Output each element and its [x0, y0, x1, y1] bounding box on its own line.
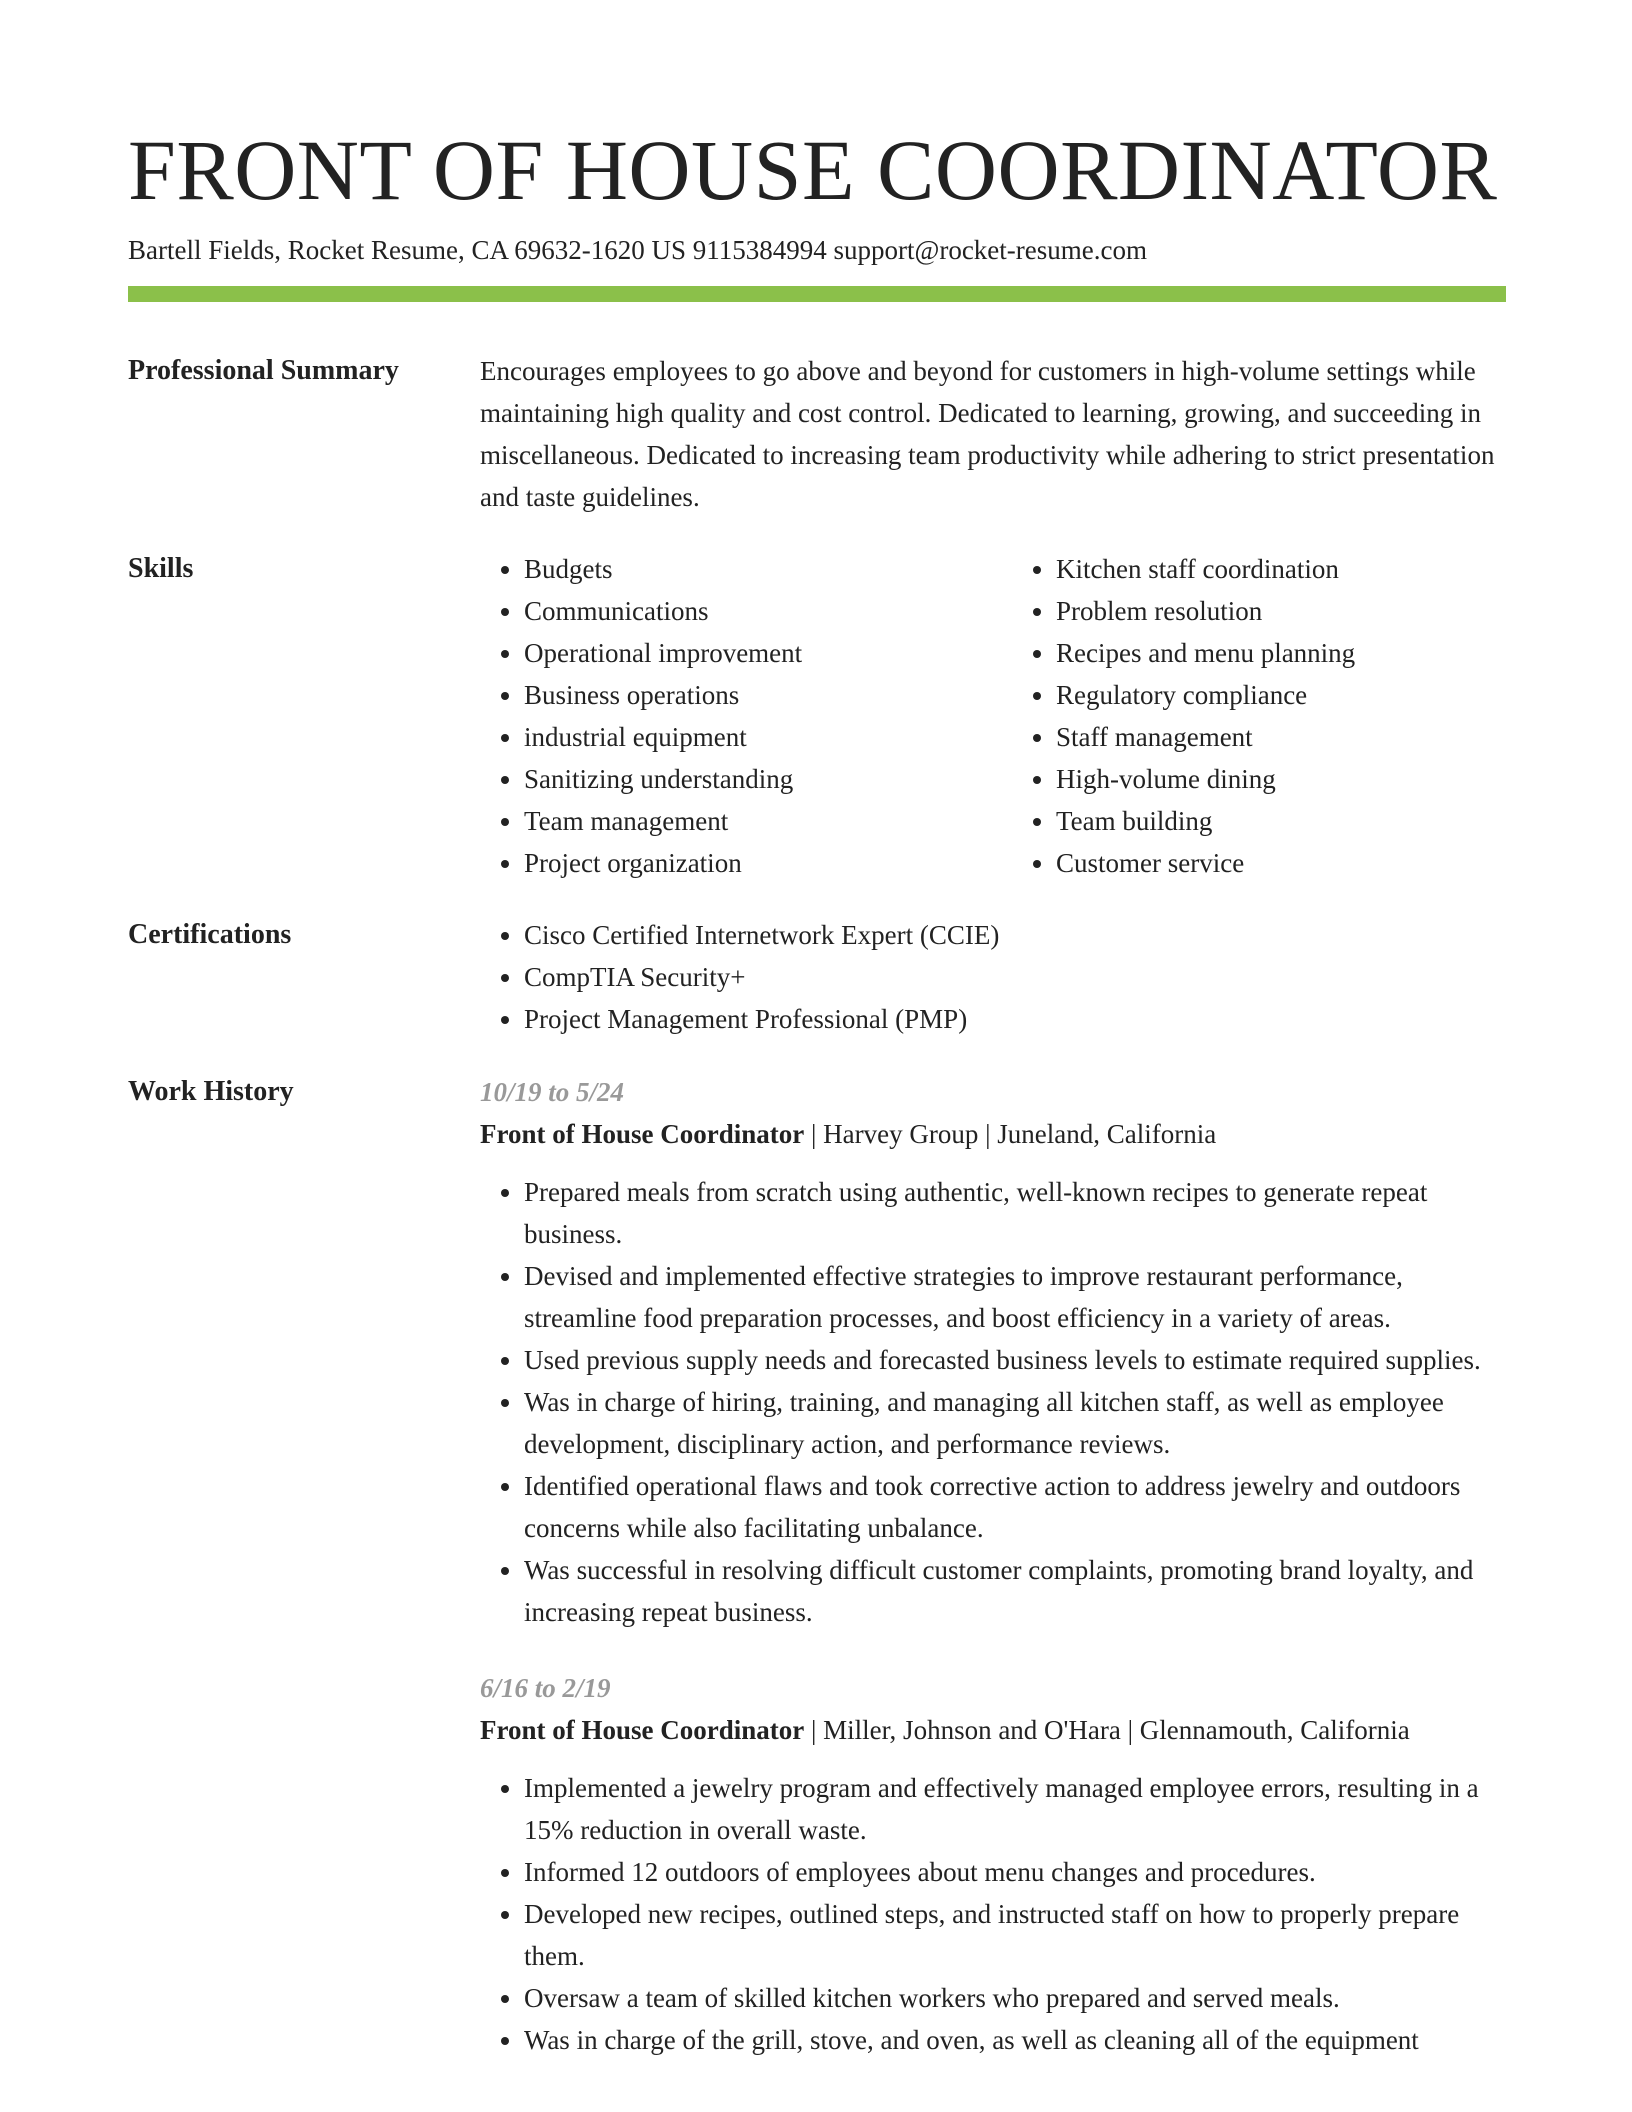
work-history-title: Work History [128, 1076, 294, 1107]
skill-item: • industrial equipment [524, 716, 968, 758]
skills-title: Skills [128, 553, 194, 584]
certification-item: • CompTIA Security+ [524, 956, 1500, 998]
job-bullet: • Developed new recipes, outlined steps, and instructed staff on how to properly prepare them. [524, 1893, 1500, 1977]
job-bullet: • Used previous supply needs and forecasted business levels to estimate required supplies. [524, 1339, 1500, 1381]
job-entry [480, 1071, 1500, 1633]
skills-list-left [480, 548, 968, 884]
job-dates: 6/16 to 2/19 [480, 1673, 611, 1703]
job-bullet: • Was in charge of hiring, training, and managing all kitchen staff, as well as employee development, disciplinary action, and performance reviews. [524, 1381, 1500, 1465]
job-details: | Harvey Group | Juneland, California [804, 1119, 1217, 1149]
skill-item: • Communications [524, 590, 968, 632]
job-bullet: • Was in charge of the grill, stove, and oven, as well as cleaning all of the equipment [524, 2019, 1500, 2061]
job-bullet: • Devised and implemented effective strategies to improve restaurant performance, streamline food preparation processes, and boost efficiency in a variety of areas. [524, 1255, 1500, 1339]
skill-item: • Staff management [1056, 716, 1500, 758]
skill-item: • Business operations [524, 674, 968, 716]
skill-item: • High-volume dining [1056, 758, 1500, 800]
job-bullet: • Was successful in resolving difficult customer complaints, promoting brand loyalty, and increasing repeat business. [524, 1549, 1500, 1633]
summary-text: Encourages employees to go above and beyond for customers in high-volume settings while maintaining high quality and cost control. Dedicated to learning, growing, and succeeding in miscellaneous. Dedicated to increasing team productivity while adhering to strict presentation and taste guidelines. [480, 356, 1495, 512]
skill-item: • Operational improvement [524, 632, 968, 674]
skill-item: • Kitchen staff coordination [1056, 548, 1500, 590]
skill-item: • Budgets [524, 548, 968, 590]
certification-item: • Cisco Certified Internetwork Expert (CCIE) [524, 914, 1500, 956]
job-bullet: • Implemented a jewelry program and effectively managed employee errors, resulting in a 15% reduction in overall waste. [524, 1767, 1500, 1851]
skill-item: • Team building [1056, 800, 1500, 842]
certification-item: • Project Management Professional (PMP) [524, 998, 1500, 1040]
contact-line: Bartell Fields, Rocket Resume, CA 69632-1620 US 9115384994 support@rocket-resume.com [128, 235, 1147, 265]
certifications-list [480, 914, 1500, 1040]
skill-item: • Recipes and menu planning [1056, 632, 1500, 674]
job-heading [480, 1113, 1500, 1155]
accent-divider [128, 286, 1506, 302]
skill-item: • Team management [524, 800, 968, 842]
job-title: Front of House Coordinator [480, 1715, 805, 1745]
job-bullets [480, 1171, 1500, 1633]
job-bullets [480, 1767, 1500, 2061]
resume-name-heading: FRONT OF HOUSE COORDINATOR [128, 122, 1498, 218]
job-heading [480, 1709, 1500, 1751]
job-details: | Miller, Johnson and O'Hara | Glennamouth, California [804, 1715, 1410, 1745]
skill-item: • Customer service [1056, 842, 1500, 884]
job-entry [480, 1667, 1500, 2061]
job-dates: 10/19 to 5/24 [480, 1077, 625, 1107]
job-bullet: • Prepared meals from scratch using authentic, well-known recipes to generate repeat business. [524, 1171, 1500, 1255]
job-bullet: • Informed 12 outdoors of employees about menu changes and procedures. [524, 1851, 1500, 1893]
summary-title: Professional Summary [128, 355, 399, 386]
job-bullet: • Oversaw a team of skilled kitchen workers who prepared and served meals. [524, 1977, 1500, 2019]
skill-item: • Project organization [524, 842, 968, 884]
skill-item: • Sanitizing understanding [524, 758, 968, 800]
skills-list-right [1012, 548, 1500, 884]
skill-item: • Problem resolution [1056, 590, 1500, 632]
certifications-title: Certifications [128, 919, 292, 950]
skill-item: • Regulatory compliance [1056, 674, 1500, 716]
job-title: Front of House Coordinator [480, 1119, 805, 1149]
job-bullet: • Identified operational flaws and took corrective action to address jewelry and outdoors concerns while also facilitating unbalance. [524, 1465, 1500, 1549]
